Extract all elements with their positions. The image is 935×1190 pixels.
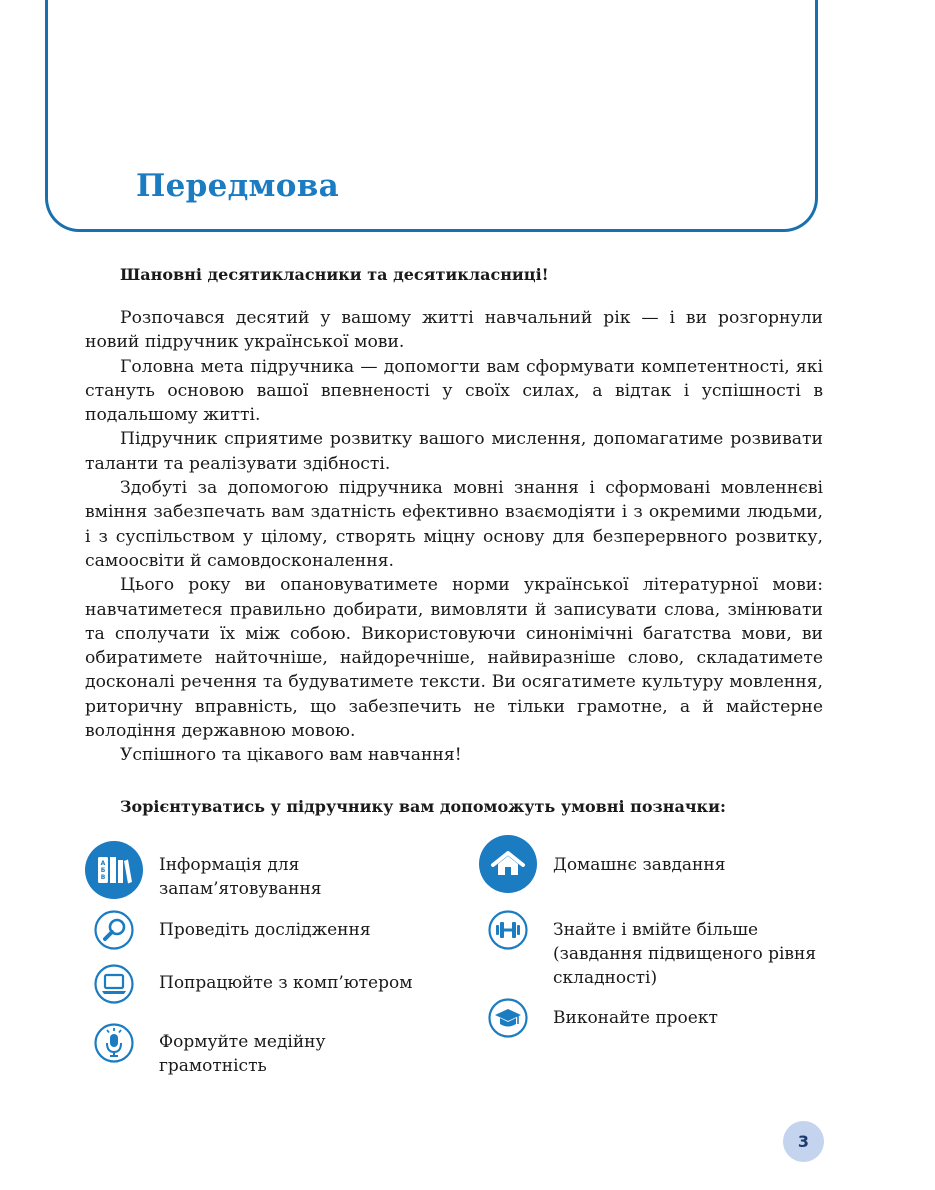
books-abv-icon xyxy=(85,841,143,903)
paragraph-1: Розпочався десятий у вашому житті навчальний рік — і ви розгорнули новий підручник української мови. xyxy=(85,308,823,353)
books-letter-b: Б xyxy=(100,867,106,874)
house-icon xyxy=(479,835,537,897)
paragraph-2: Головна мета підручника — допомогти вам сформувати компетентності, які стануть основою вашої впевненості у своїх силах, а відтак і успішності в подальшому житті. xyxy=(85,356,823,426)
paragraph-6: Успішного та цікавого вам навчання! xyxy=(120,745,462,766)
magnifier-icon xyxy=(93,909,135,955)
books-letter-v: В xyxy=(100,874,106,881)
paragraph-3: Підручник сприятиме розвитку вашого мислення, допомагатиме розвивати таланти та реалізувати здібності. xyxy=(85,429,823,474)
paragraph-5: Цього року ви опановуватимете норми української літературної мови: навчатиметеся правильно добирати, вимовляти й записувати слова, змінювати та сполучати їх між собою. Використовуючи синонімічні багатства мови, ви обиратимете найточніше, найдоречніше, найвиразніше слово, складатимете досконалі речення та будуватимете тексти. Ви осягатимете культуру мовлення, риторичну вправність, що забезпечить не тільки грамотне, а й майстерне володіння державною мовою. xyxy=(85,575,823,742)
legend-label-3: Попрацюйте з комп’ютером xyxy=(159,973,413,993)
legend-label-7: Виконайте проект xyxy=(553,1008,718,1028)
books-letter-a: А xyxy=(100,860,106,867)
legend-label-4: Формуйте медійну грамотність xyxy=(159,1032,326,1076)
greeting: Шановні десятикласники та десятикласниці! xyxy=(120,265,549,284)
legend-label-5: Домашнє завдання xyxy=(553,855,726,875)
page-title: Передмова xyxy=(136,168,339,204)
laptop-icon xyxy=(93,963,135,1009)
graduation-cap-icon xyxy=(487,997,529,1043)
microphone-icon xyxy=(93,1022,135,1068)
legend-label-1: Інформація для запам’ятовування xyxy=(159,855,322,899)
legend-label-2: Проведіть дослідження xyxy=(159,920,371,940)
dumbbell-icon xyxy=(487,909,529,955)
body-text xyxy=(85,306,823,768)
legend-title: Зорієнтуватись у підручнику вам допоможуть умовні позначки: xyxy=(120,797,726,816)
paragraph-4: Здобуті за допомогою підручника мовні знання і сформовані мовленнєві вміння забезпечать вам здатність ефективно взаємодіяти і з окремими людьми, і з суспільством у цілому, створять міцну основу для безперервного розвитку, самоосвіти й самовдосконалення. xyxy=(85,478,823,571)
legend-label-6: Знайте і вмійте більше (завдання підвищеного рівня складності) xyxy=(553,920,817,988)
page-number: 3 xyxy=(783,1121,824,1162)
